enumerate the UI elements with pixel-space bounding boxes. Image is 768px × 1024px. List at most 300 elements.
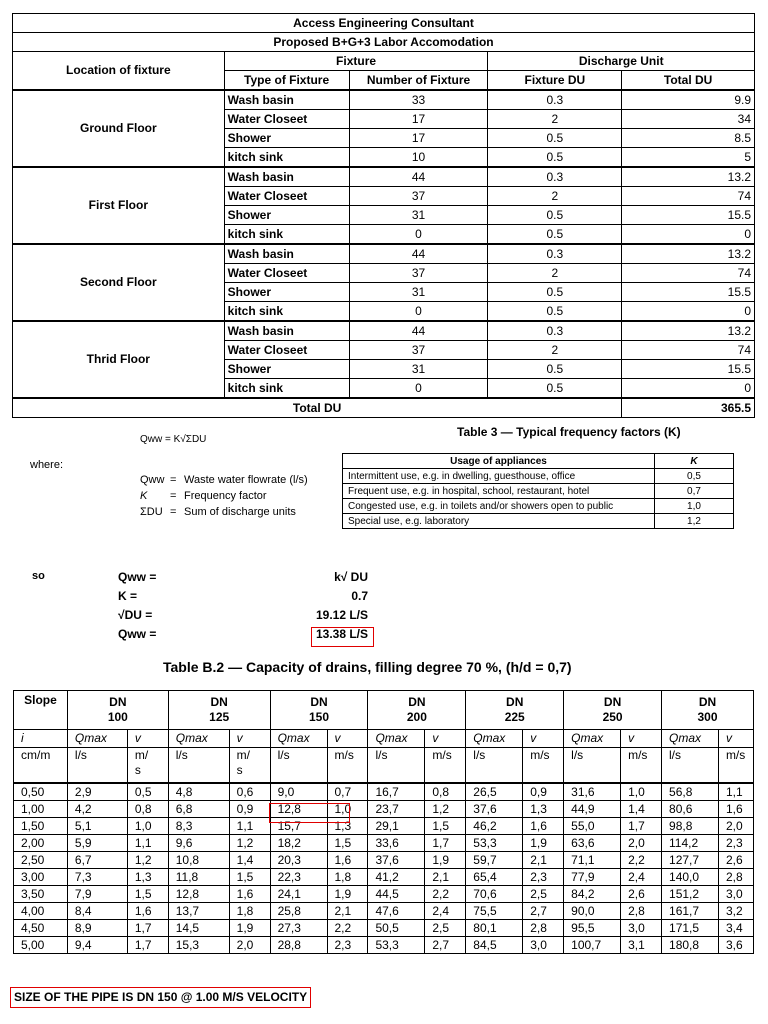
flow-value: 24,1 [270, 886, 327, 903]
flow-value: 37,6 [466, 801, 523, 818]
fixture-number: 44 [349, 167, 488, 187]
flow-value: 47,6 [368, 903, 425, 920]
flow-value: 50,5 [368, 920, 425, 937]
fixture-du: 0.5 [488, 379, 622, 399]
fixture-number: 31 [349, 283, 488, 302]
fixture-total-du: 74 [622, 264, 755, 283]
dn-size: 250 [602, 710, 623, 724]
project-title: Proposed B+G+3 Labor Accomodation [13, 33, 755, 52]
velocity-value: 1,1 [127, 835, 168, 852]
fixture-number: 10 [349, 148, 488, 168]
fixture-number: 44 [349, 244, 488, 264]
symbol-slope: i [14, 730, 68, 748]
flow-value: 4,8 [168, 783, 229, 801]
velocity-value: 2,2 [327, 920, 368, 937]
fixture-number: 37 [349, 341, 488, 360]
unit-flow: l/s [270, 748, 327, 784]
symbol-qmax: Qmax [168, 730, 229, 748]
velocity-value: 1,7 [127, 937, 168, 954]
flow-value: 5,9 [67, 835, 127, 852]
velocity-value: 0,9 [229, 801, 270, 818]
fixture-number: 44 [349, 321, 488, 341]
flow-value: 5,1 [67, 818, 127, 835]
fixture-number: 17 [349, 129, 488, 148]
slope-value: 1,50 [14, 818, 68, 835]
velocity-value: 1,2 [229, 835, 270, 852]
floor-name: Thrid Floor [13, 321, 225, 398]
fixture-total-du: 8.5 [622, 129, 755, 148]
velocity-value: 2,1 [425, 869, 466, 886]
fixture-total-du: 13.2 [622, 167, 755, 187]
fixture-type: Water Closeet [224, 110, 349, 129]
fixture-type: Shower [224, 206, 349, 225]
dn-size: 200 [406, 710, 427, 724]
velocity-value: 2,4 [621, 869, 662, 886]
flow-value: 11,8 [168, 869, 229, 886]
usage-text: Congested use, e.g. in toilets and/or showers open to public [343, 499, 655, 514]
group-header-fixture: Fixture [224, 52, 488, 71]
fixture-total-du: 15.5 [622, 206, 755, 225]
col-header-slope: Slope [14, 691, 68, 730]
drains-table-title: Table B.2 — Capacity of drains, filling degree 70 %, (h/d = 0,7) [163, 659, 572, 675]
k-value: 1,0 [655, 499, 734, 514]
dn-label: DN [603, 695, 622, 709]
flow-value: 4,2 [67, 801, 127, 818]
dn-size: 225 [504, 710, 525, 724]
fixture-row [13, 167, 755, 187]
velocity-value: 0,8 [127, 801, 168, 818]
velocity-value: 2,2 [621, 852, 662, 869]
definition-qww: Qww = Waste water flowrate (l/s) [140, 474, 308, 486]
fixture-total-du: 15.5 [622, 360, 755, 379]
flow-value: 12,8 [270, 801, 327, 818]
velocity-value: 2,5 [425, 920, 466, 937]
drains-data-row [14, 903, 754, 920]
flow-value: 84,2 [564, 886, 621, 903]
velocity-value: 1,7 [425, 835, 466, 852]
conclusion-note: SIZE OF THE PIPE IS DN 150 @ 1.00 M/S VELOCITY [10, 987, 311, 1008]
fixture-du: 0.3 [488, 244, 622, 264]
total-du-label: Total DU [13, 398, 622, 418]
velocity-value: 3,1 [621, 937, 662, 954]
fixture-number: 31 [349, 360, 488, 379]
slope-value: 3,50 [14, 886, 68, 903]
drains-data-row [14, 801, 754, 818]
velocity-value: 2,7 [523, 903, 564, 920]
fixture-total-du: 5 [622, 148, 755, 168]
slope-value: 3,00 [14, 869, 68, 886]
dn-size: 300 [697, 710, 718, 724]
flow-value: 10,8 [168, 852, 229, 869]
flow-value: 44,5 [368, 886, 425, 903]
flow-value: 65,4 [466, 869, 523, 886]
flow-value: 16,7 [368, 783, 425, 801]
unit-flow: l/s [564, 748, 621, 784]
drains-unit-row [14, 748, 754, 784]
velocity-value: 1,3 [127, 869, 168, 886]
calc-value: 0.7 [351, 589, 368, 603]
k-value: 1,2 [655, 514, 734, 529]
flow-value: 15,3 [168, 937, 229, 954]
drains-data-row [14, 886, 754, 903]
flow-value: 7,3 [67, 869, 127, 886]
flow-value: 59,7 [466, 852, 523, 869]
velocity-value: 1,9 [229, 920, 270, 937]
calc-label: K = [118, 589, 138, 603]
dn-size: 125 [209, 710, 230, 724]
flow-value: 2,9 [67, 783, 127, 801]
frequency-row [343, 499, 734, 514]
velocity-value: 1,9 [523, 835, 564, 852]
k-value: 0,5 [655, 469, 734, 484]
fixture-du: 0.3 [488, 321, 622, 341]
flow-value: 161,7 [662, 903, 719, 920]
flow-value: 46,2 [466, 818, 523, 835]
calc-row [118, 606, 378, 625]
dn-label: DN [310, 695, 328, 709]
flow-value: 8,4 [67, 903, 127, 920]
velocity-value: 1,6 [127, 903, 168, 920]
fixture-number: 0 [349, 302, 488, 322]
velocity-value: 1,6 [229, 886, 270, 903]
frequency-factor-table [342, 453, 734, 529]
fixture-du: 2 [488, 341, 622, 360]
symbol-qmax: Qmax [270, 730, 327, 748]
velocity-value: 2,1 [523, 852, 564, 869]
fixture-number: 17 [349, 110, 488, 129]
velocity-value: 3,2 [718, 903, 753, 920]
flow-value: 37,6 [368, 852, 425, 869]
velocity-value: 2,1 [327, 903, 368, 920]
fixture-du: 2 [488, 110, 622, 129]
velocity-value: 2,8 [523, 920, 564, 937]
unit-flow: l/s [168, 748, 229, 784]
flow-value: 23,7 [368, 801, 425, 818]
velocity-value: 1,5 [425, 818, 466, 835]
velocity-value: 1,9 [327, 886, 368, 903]
velocity-value: 2,4 [425, 903, 466, 920]
col-header-dn [67, 691, 168, 730]
drains-data-row [14, 937, 754, 954]
fixture-total-du: 0 [622, 302, 755, 322]
fixture-total-du: 0 [622, 225, 755, 245]
fixture-du: 0.5 [488, 283, 622, 302]
flow-value: 55,0 [564, 818, 621, 835]
symbol-qmax: Qmax [67, 730, 127, 748]
col-header-type: Type of Fixture [224, 71, 349, 91]
col-header-fixture-du: Fixture DU [488, 71, 622, 91]
fixture-total-du: 34 [622, 110, 755, 129]
flow-value: 9,0 [270, 783, 327, 801]
flow-value: 90,0 [564, 903, 621, 920]
fixture-number: 37 [349, 187, 488, 206]
col-header-usage: Usage of appliances [343, 454, 655, 469]
velocity-value: 2,3 [523, 869, 564, 886]
fixture-du: 0.3 [488, 90, 622, 110]
frequency-row [343, 484, 734, 499]
unit-velocity: m/s [327, 748, 368, 784]
frequency-row [343, 514, 734, 529]
drains-capacity-table [13, 690, 754, 954]
unit-velocity: m/s [523, 748, 564, 784]
fixture-du: 0.5 [488, 225, 622, 245]
flow-value: 63,6 [564, 835, 621, 852]
flow-value: 171,5 [662, 920, 719, 937]
velocity-value: 3,6 [718, 937, 753, 954]
velocity-value: 1,1 [718, 783, 753, 801]
flow-value: 31,6 [564, 783, 621, 801]
fixture-type: Wash basin [224, 321, 349, 341]
flow-value: 22,3 [270, 869, 327, 886]
dn-label: DN [210, 695, 228, 709]
calc-label: Qww = [118, 627, 157, 641]
fixture-type: Water Closeet [224, 341, 349, 360]
so-label: so [32, 570, 45, 582]
flow-value: 15,7 [270, 818, 327, 835]
fixture-total-du: 74 [622, 341, 755, 360]
velocity-value: 1,5 [127, 886, 168, 903]
drains-data-row [14, 869, 754, 886]
slope-value: 5,00 [14, 937, 68, 954]
velocity-value: 2,0 [718, 818, 753, 835]
velocity-value: 1,3 [523, 801, 564, 818]
drains-data-row [14, 852, 754, 869]
definition-sum-du: ΣDU = Sum of discharge units [140, 506, 296, 518]
formula-equation: Qww = K√ΣDU [140, 434, 207, 445]
velocity-value: 2,6 [718, 852, 753, 869]
symbol-qmax: Qmax [662, 730, 719, 748]
symbol-velocity: v [425, 730, 466, 748]
velocity-value: 2,3 [718, 835, 753, 852]
flow-value: 100,7 [564, 937, 621, 954]
dn-label: DN [408, 695, 426, 709]
flow-value: 28,8 [270, 937, 327, 954]
slope-value: 2,50 [14, 852, 68, 869]
col-header-k: K [655, 454, 734, 469]
flow-value: 127,7 [662, 852, 719, 869]
fixture-number: 0 [349, 225, 488, 245]
symbol-velocity: v [523, 730, 564, 748]
velocity-value: 1,9 [425, 852, 466, 869]
flow-value: 84,5 [466, 937, 523, 954]
symbol-velocity: v [127, 730, 168, 748]
total-du-value: 365.5 [622, 398, 755, 418]
usage-text: Intermittent use, e.g. in dwelling, guesthouse, office [343, 469, 655, 484]
fixture-row [13, 321, 755, 341]
fixture-type: Shower [224, 129, 349, 148]
velocity-value: 3,0 [718, 886, 753, 903]
symbol-velocity: v [718, 730, 753, 748]
fixture-type: kitch sink [224, 148, 349, 168]
col-header-dn [466, 691, 564, 730]
flow-value: 20,3 [270, 852, 327, 869]
col-header-dn [168, 691, 270, 730]
flow-value: 9,6 [168, 835, 229, 852]
unit-flow: l/s [368, 748, 425, 784]
velocity-value: 1,4 [229, 852, 270, 869]
calc-label: √DU = [118, 608, 153, 622]
symbol-velocity: v [229, 730, 270, 748]
col-header-dn [564, 691, 662, 730]
flow-value: 53,3 [466, 835, 523, 852]
unit-flow: l/s [466, 748, 523, 784]
fixture-du: 0.5 [488, 302, 622, 322]
velocity-value: 3,0 [621, 920, 662, 937]
velocity-value: 3,0 [523, 937, 564, 954]
unit-flow: l/s [662, 748, 719, 784]
result-highlight-box [311, 627, 374, 647]
flow-value: 98,8 [662, 818, 719, 835]
symbol-qmax: Qmax [564, 730, 621, 748]
flow-value: 80,6 [662, 801, 719, 818]
fixture-du: 2 [488, 187, 622, 206]
flow-value: 25,8 [270, 903, 327, 920]
fixture-total-du: 9.9 [622, 90, 755, 110]
unit-slope: cm/m [14, 748, 68, 784]
velocity-value: 2,3 [327, 937, 368, 954]
flow-value: 13,7 [168, 903, 229, 920]
symbol-velocity: v [621, 730, 662, 748]
floor-name: Second Floor [13, 244, 225, 321]
velocity-value: 0,7 [327, 783, 368, 801]
flow-value: 53,3 [368, 937, 425, 954]
slope-value: 4,50 [14, 920, 68, 937]
flow-value: 75,5 [466, 903, 523, 920]
fixture-number: 37 [349, 264, 488, 283]
usage-text: Frequent use, e.g. in hospital, school, restaurant, hotel [343, 484, 655, 499]
dn-label: DN [109, 695, 127, 709]
flow-value: 70,6 [466, 886, 523, 903]
selected-cell-highlight [269, 803, 350, 823]
velocity-value: 1,2 [127, 852, 168, 869]
slope-value: 1,00 [14, 801, 68, 818]
velocity-value: 1,7 [621, 818, 662, 835]
symbol-qmax: Qmax [368, 730, 425, 748]
flow-value: 14,5 [168, 920, 229, 937]
unit-velocity: m/s [718, 748, 753, 784]
k-value: 0,7 [655, 484, 734, 499]
fixture-row [13, 90, 755, 110]
velocity-value: 1,2 [425, 801, 466, 818]
calc-value: 19.12 L/S [315, 608, 368, 622]
velocity-value: 2,2 [425, 886, 466, 903]
drains-symbol-row [14, 730, 754, 748]
velocity-value: 1,5 [327, 835, 368, 852]
fixture-row [13, 244, 755, 264]
symbol-velocity: v [327, 730, 368, 748]
flow-value: 33,6 [368, 835, 425, 852]
flow-value: 6,7 [67, 852, 127, 869]
calc-row [118, 568, 378, 587]
velocity-value: 2,0 [229, 937, 270, 954]
velocity-value: 1,8 [229, 903, 270, 920]
fixture-type: Wash basin [224, 167, 349, 187]
fixture-number: 0 [349, 379, 488, 399]
frequency-row [343, 469, 734, 484]
fixture-type: kitch sink [224, 225, 349, 245]
flow-value: 26,5 [466, 783, 523, 801]
velocity-value: 0,9 [523, 783, 564, 801]
flow-value: 77,9 [564, 869, 621, 886]
drains-data-row [14, 835, 754, 852]
calc-value: k√ DU [334, 570, 368, 584]
dn-label: DN [698, 695, 717, 709]
calc-label: Qww = [118, 570, 157, 584]
col-header-dn [368, 691, 466, 730]
unit-velocity: m/ s [127, 748, 168, 784]
velocity-value: 1,1 [229, 818, 270, 835]
dn-label: DN [506, 695, 524, 709]
col-header-dn [662, 691, 754, 730]
fixture-du: 0.5 [488, 148, 622, 168]
velocity-value: 1,5 [229, 869, 270, 886]
calc-row [118, 587, 378, 606]
usage-text: Special use, e.g. laboratory [343, 514, 655, 529]
flow-value: 71,1 [564, 852, 621, 869]
velocity-value: 1,6 [523, 818, 564, 835]
velocity-value: 2,6 [621, 886, 662, 903]
definition-k: K = Frequency factor [140, 490, 267, 502]
col-header-number: Number of Fixture [349, 71, 488, 91]
velocity-value: 1,8 [327, 869, 368, 886]
velocity-value: 1,3 [327, 818, 368, 835]
table3-title: Table 3 — Typical frequency factors (K) [457, 425, 681, 439]
fixture-type: Wash basin [224, 90, 349, 110]
where-label: where: [30, 459, 64, 471]
velocity-value: 2,8 [718, 869, 753, 886]
flow-value: 44,9 [564, 801, 621, 818]
fixture-du: 0.5 [488, 206, 622, 225]
drains-data-row [14, 920, 754, 937]
velocity-value: 2,0 [621, 835, 662, 852]
drains-header-row [14, 691, 754, 730]
fixture-type: Shower [224, 283, 349, 302]
fixture-table [12, 13, 755, 418]
floor-name: Ground Floor [13, 90, 225, 167]
fixture-du: 0.5 [488, 360, 622, 379]
velocity-value: 0,5 [127, 783, 168, 801]
flow-value: 140,0 [662, 869, 719, 886]
calc-value: 13.38 L/S [315, 627, 368, 641]
flow-value: 151,2 [662, 886, 719, 903]
velocity-value: 2,8 [621, 903, 662, 920]
velocity-value: 0,8 [425, 783, 466, 801]
velocity-value: 1,0 [327, 801, 368, 818]
fixture-total-du: 74 [622, 187, 755, 206]
flow-value: 56,8 [662, 783, 719, 801]
fixture-total-du: 13.2 [622, 244, 755, 264]
unit-velocity: m/s [425, 748, 466, 784]
flow-value: 8,9 [67, 920, 127, 937]
fixture-number: 31 [349, 206, 488, 225]
fixture-total-du: 15.5 [622, 283, 755, 302]
velocity-value: 1,4 [621, 801, 662, 818]
flow-value: 6,8 [168, 801, 229, 818]
flow-value: 95,5 [564, 920, 621, 937]
flow-value: 8,3 [168, 818, 229, 835]
flow-value: 41,2 [368, 869, 425, 886]
drains-data-row [14, 818, 754, 835]
fixture-du: 0.5 [488, 129, 622, 148]
company-title: Access Engineering Consultant [13, 14, 755, 33]
slope-value: 0,50 [14, 783, 68, 801]
floor-name: First Floor [13, 167, 225, 244]
flow-value: 18,2 [270, 835, 327, 852]
unit-velocity: m/ s [229, 748, 270, 784]
flow-value: 80,1 [466, 920, 523, 937]
flow-value: 27,3 [270, 920, 327, 937]
col-header-location: Location of fixture [13, 52, 225, 91]
